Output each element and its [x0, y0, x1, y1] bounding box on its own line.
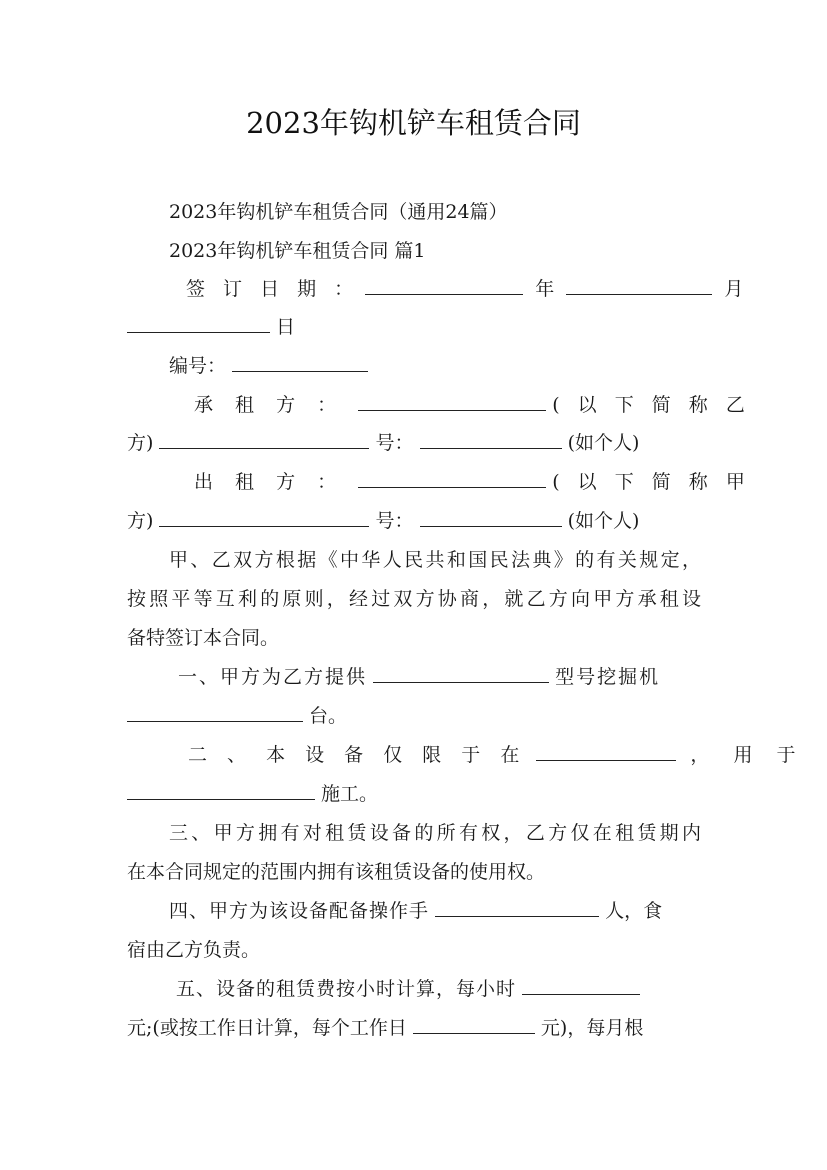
clause-5-line — [176, 974, 640, 1004]
clause-5-hourly-blank[interactable] — [522, 976, 640, 995]
lessor-note: (如个人) — [567, 510, 640, 532]
clause-4-operator-blank[interactable] — [435, 898, 599, 917]
lessee-tail: 方) — [127, 432, 154, 454]
clause-4-line — [169, 896, 662, 926]
intro-line-3: 备特签订本合同。 — [127, 627, 280, 649]
lessee-id-line — [127, 428, 639, 458]
lessor-suffix: ( 以 下 简 称 甲 — [552, 471, 751, 493]
sign-year-label: 年 — [535, 278, 555, 300]
clause-1-qty-blank[interactable] — [127, 703, 303, 722]
sign-month-label: 月 — [724, 278, 744, 300]
clause-4-mid: 人，食 — [605, 900, 663, 922]
sign-day-blank[interactable] — [127, 314, 270, 333]
lessee-note: (如个人) — [567, 432, 640, 454]
number-line — [169, 351, 368, 381]
number-label: 编号： — [169, 355, 227, 377]
clause-1-model-blank[interactable] — [373, 664, 549, 683]
lessee-label: 承 租 方 ： — [194, 394, 345, 416]
clause-2-end: 施工。 — [321, 783, 379, 805]
sign-date-label: 签 订 日 期 ： — [186, 278, 360, 300]
document-title: 2023年钩机铲车租赁合同 — [246, 106, 581, 140]
clause-5-daily-blank[interactable] — [413, 1015, 535, 1034]
clause-2-line-2 — [127, 779, 378, 809]
sign-year-blank[interactable] — [365, 276, 523, 295]
lessee-suffix: ( 以 下 简 称 乙 — [552, 394, 751, 416]
clause-2-head: 二 、 本 设 备 仅 限 于 在 — [188, 744, 527, 766]
sign-day-label: 日 — [276, 316, 296, 338]
clause-2-comma: ， 用 于 — [690, 744, 805, 766]
lessee-id-blank[interactable] — [420, 430, 562, 449]
clause-3-line-1: 三、甲方拥有对租赁设备的所有权，乙方仅在租赁期内 — [169, 822, 701, 844]
section-heading: 2023年钩机铲车租赁合同 篇1 — [169, 240, 426, 262]
subtitle: 2023年钩机铲车租赁合同（通用24篇） — [169, 201, 508, 223]
number-blank[interactable] — [232, 353, 368, 372]
clause-5-head: 五、设备的租赁费按小时计算，每小时 — [176, 978, 517, 1000]
clause-1-end: 台。 — [309, 705, 348, 727]
lessor-extra-blank[interactable] — [159, 508, 369, 527]
clause-1-line — [178, 662, 660, 692]
lessor-id-label: 号： — [375, 510, 414, 532]
sign-date-line — [186, 274, 743, 304]
lessee-line — [194, 390, 751, 420]
clause-5-l2a: 元;(或按工作日计算，每个工作日 — [127, 1017, 407, 1039]
lessor-id-blank[interactable] — [420, 508, 562, 527]
clause-5-l2b: 元)，每月根 — [540, 1017, 644, 1039]
lessor-name-blank[interactable] — [358, 469, 546, 488]
clause-4-line-2: 宿由乙方负责。 — [127, 939, 261, 961]
clause-1-head: 一、甲方为乙方提供 — [178, 666, 368, 688]
clause-2-use-blank[interactable] — [127, 781, 315, 800]
clause-5-line-2 — [127, 1013, 643, 1043]
intro-line-1: 甲、乙双方根据《中华人民共和国民法典》的有关规定， — [169, 549, 701, 571]
clause-1-line-2 — [127, 701, 347, 731]
lessor-id-line — [127, 506, 639, 536]
clause-4-head: 四、甲方为该设备配备操作手 — [169, 900, 430, 922]
sign-month-blank[interactable] — [566, 276, 712, 295]
lessee-id-label: 号： — [375, 432, 414, 454]
lessor-line — [194, 467, 751, 497]
clause-2-line — [188, 740, 805, 770]
lessee-name-blank[interactable] — [358, 392, 546, 411]
lessee-extra-blank[interactable] — [159, 430, 369, 449]
clause-3-line-2: 在本合同规定的范围内拥有该租赁设备的使用权。 — [127, 861, 546, 883]
intro-line-2: 按照平等互利的原则，经过双方协商，就乙方向甲方承租设 — [127, 588, 701, 610]
clause-2-location-blank[interactable] — [536, 742, 676, 761]
lessor-label: 出 租 方 ： — [194, 471, 345, 493]
lessor-tail: 方) — [127, 510, 154, 532]
clause-1-mid: 型号挖掘机 — [555, 666, 661, 688]
sign-day-line — [127, 312, 295, 342]
